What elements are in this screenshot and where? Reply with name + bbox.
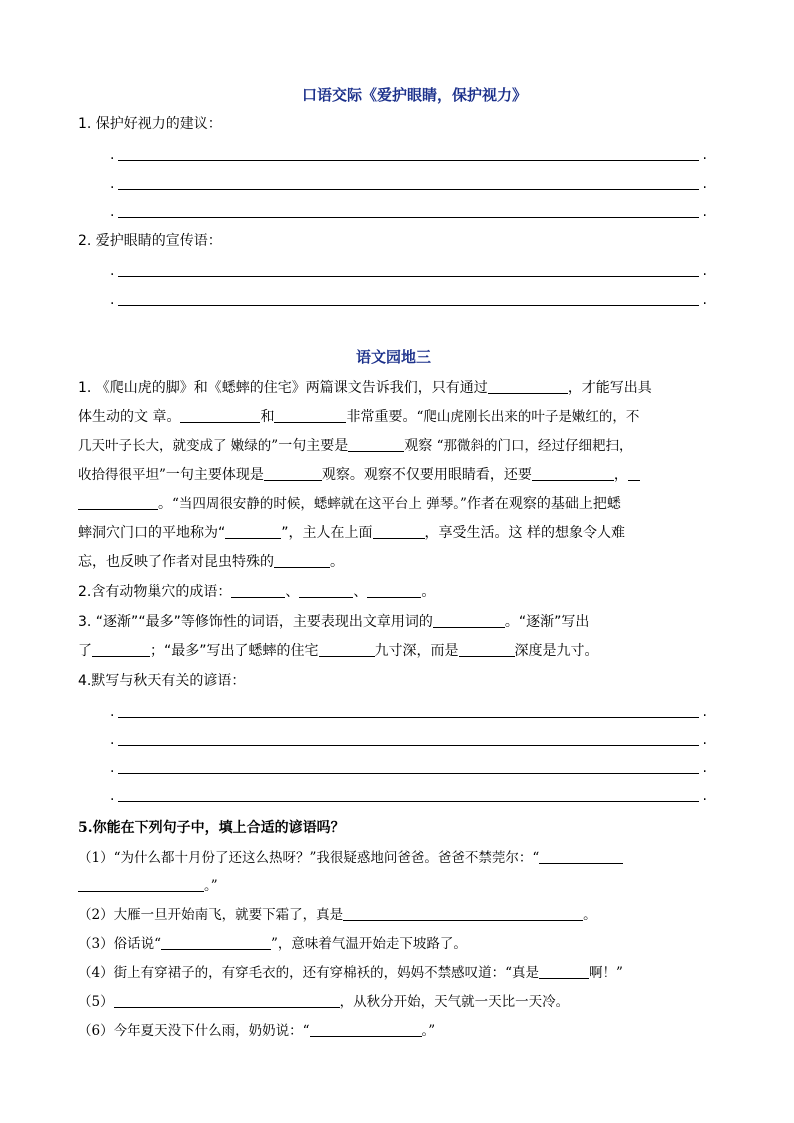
blank[interactable] (231, 583, 285, 598)
q1-line-5: 。“当四周很安静的时候，蟋蟀就在这平台上 弹琴。”作者在观察的基础上把蟋 (78, 494, 621, 514)
answer-line[interactable]: . . (110, 147, 707, 163)
blank[interactable] (348, 437, 404, 452)
sentence-1-line-1: （1）“为什么都十月份了还这么热呀？”我很疑惑地问爸爸。爸爸不禁莞尔：“ (78, 848, 623, 868)
blank[interactable] (433, 613, 505, 628)
q1-line-4: 收拾得很平坦”一句主要体现是 观察。观察不仅要用眼睛看，还要 ， (78, 465, 640, 485)
section2-title: 语文园地三 (356, 348, 432, 366)
sentence-3: （3）俗话说“ ”，意味着气温开始走下坡路了。 (78, 936, 467, 952)
sentence-4: （4）街上有穿裙子的，有穿毛衣的，还有穿棉袄的，妈妈不禁感叹道：“真是 啊！” (78, 965, 623, 981)
blank[interactable] (343, 906, 583, 921)
blank[interactable] (180, 408, 260, 423)
q1-line-1: 1. 《爬山虎的脚》和《蟋蟀的住宅》两篇课文告诉我们，只有通过 ，才能写出具 (78, 380, 652, 396)
q3-line-2: 了 ；“最多”写出了蟋蟀的住宅 九寸深，而是 深度是九寸。 (78, 643, 599, 659)
blank[interactable] (92, 642, 150, 657)
section1-title: 口语交际《爱护眼睛，保护视力》 (302, 86, 528, 104)
blank[interactable] (539, 964, 589, 979)
answer-line[interactable]: . . (110, 788, 707, 804)
blank[interactable] (225, 524, 281, 539)
blank[interactable] (539, 849, 623, 864)
answer-line[interactable]: . . (110, 704, 707, 720)
blank[interactable] (459, 642, 515, 657)
q2-line: 2.含有动物巢穴的成语： 、 、 。 (78, 584, 436, 600)
blank[interactable] (274, 553, 330, 568)
answer-line[interactable]: . . (110, 176, 707, 192)
q4-title: 4.默写与秋天有关的谚语： (78, 673, 246, 689)
sentence-1-line-2: 。” (78, 876, 218, 896)
blank[interactable] (78, 495, 158, 510)
section1-question-1: 1. 保护好视力的建议： (78, 116, 222, 132)
sentence-2: （2）大雁一旦开始南飞，就要下霜了，真是 。 (78, 907, 597, 923)
blank[interactable] (488, 379, 568, 394)
section3-title: 5.你能在下列句子中，填上合适的谚语吗？ (78, 820, 345, 836)
blank[interactable] (628, 466, 640, 481)
section1-question-2: 2. 爱护眼睛的宣传语： (78, 233, 222, 249)
blank[interactable] (299, 583, 353, 598)
q1-line-3: 几天叶子长大，就变成了 嫩绿的”一句主要是 观察 “那微斜的门口，经过仔细耙扫， (78, 438, 633, 454)
blank[interactable] (274, 408, 346, 423)
answer-line[interactable]: . . (110, 263, 707, 279)
q1-line-7: 忘，也反映了作者对昆虫特殊的 。 (78, 554, 344, 570)
blank[interactable] (367, 583, 421, 598)
q3-line-1: 3. “逐渐”“最多”等修饰性的词语，主要表现出文章用词的 。“逐渐”写出 (78, 614, 590, 630)
blank[interactable] (310, 1022, 422, 1037)
sentence-6: （6）今年夏天没下什么雨，奶奶说：“ 。” (78, 1023, 436, 1039)
q1-line-2: 体生动的文 章。 和 非常重要。“爬山虎刚长出来的叶子是嫩红的，不 (78, 409, 640, 425)
answer-line[interactable]: . . (110, 732, 707, 748)
blank[interactable] (264, 466, 322, 481)
blank[interactable] (373, 524, 425, 539)
answer-line[interactable]: . . (110, 760, 707, 776)
blank[interactable] (532, 466, 614, 481)
sentence-5: （5） ，从秋分开始，天气就一天比一天冷。 (78, 994, 570, 1010)
blank[interactable] (78, 877, 204, 892)
answer-line[interactable]: . . (110, 204, 707, 220)
blank[interactable] (161, 935, 271, 950)
blank[interactable] (114, 993, 340, 1008)
blank[interactable] (319, 642, 375, 657)
q1-line-6: 蟀洞穴门口的平地称为“ ”，主人在上面 ，享受生活。这 样的想象令人难 (78, 525, 625, 541)
answer-line[interactable]: . . (110, 292, 707, 308)
